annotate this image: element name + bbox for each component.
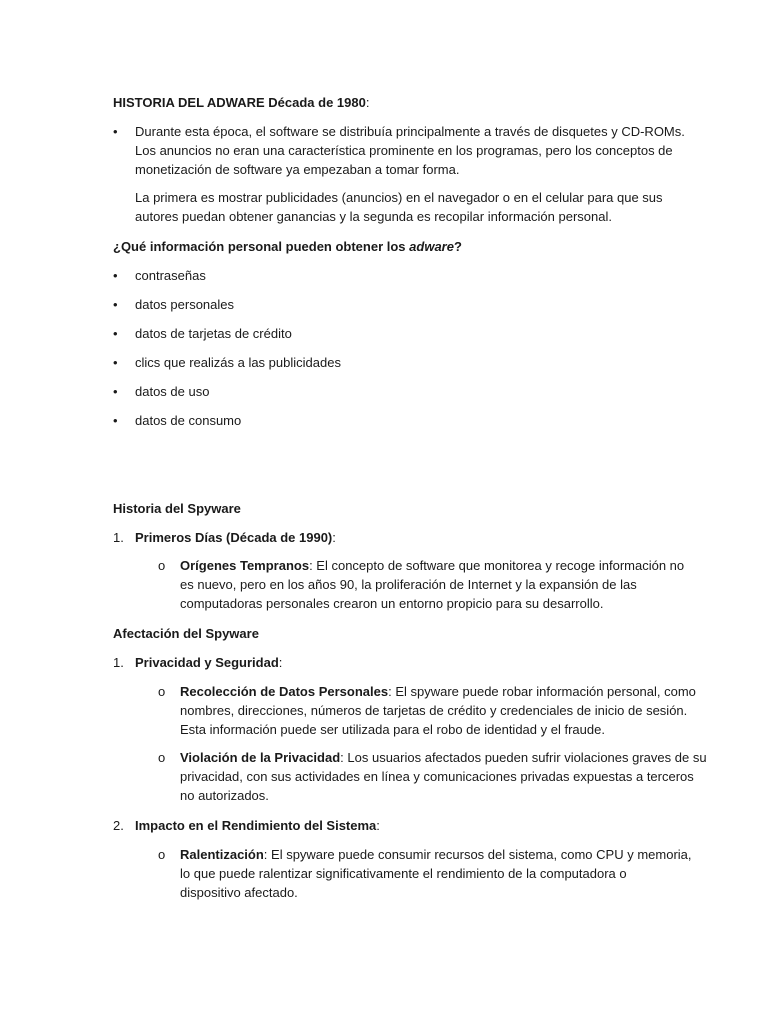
sub-text: : Los usuarios afectados pueden sufrir violaciones graves de su xyxy=(340,750,707,765)
spyware-history-item1 xyxy=(135,528,695,547)
question-emphasis: adware xyxy=(409,239,454,254)
effects-sub1-line2: nombres, direcciones, números de tarjetas de crédito y credenciales de inicio de sesión. xyxy=(180,703,688,718)
list-item: datos de consumo xyxy=(135,413,242,428)
sub-bullet-marker: o xyxy=(158,750,166,765)
adware-heading-text: HISTORIA DEL ADWARE Década de 1980 xyxy=(113,95,366,110)
sub1-line1 xyxy=(180,556,740,575)
list-number: 1. xyxy=(113,530,124,545)
sub-title: Recolección de Datos Personales xyxy=(180,684,389,699)
question-text: ¿Qué información personal pueden obtener los xyxy=(113,239,410,254)
bullet-marker: • xyxy=(113,297,118,312)
effects-sub3-line3: dispositivo afectado. xyxy=(180,885,298,900)
list-item: contraseñas xyxy=(135,268,206,283)
effects-sub2-line3: no autorizados. xyxy=(180,788,269,803)
effects-sub2-line1 xyxy=(180,748,740,767)
item-title: Impacto en el Rendimiento del Sistema xyxy=(135,818,377,833)
sub-text: : El spyware puede robar información personal, como xyxy=(388,684,696,699)
sub-text: : El spyware puede consumir recursos del sistema, como CPU y memoria, xyxy=(263,847,692,862)
bullet-marker: • xyxy=(113,413,118,428)
adware-p1-line1: Durante esta época, el software se distribuía principalmente a través de disquetes y CD-ROMs. xyxy=(135,124,685,139)
adware-p1-line3: monetización de software ya empezaban a tomar forma. xyxy=(135,162,460,177)
sub-bullet-marker: o xyxy=(158,847,166,862)
bullet-marker: • xyxy=(113,124,118,139)
list-item: datos personales xyxy=(135,297,235,312)
effects-sub3-line2: lo que puede ralentizar significativamente el rendimiento de la computadora o xyxy=(180,866,627,881)
item-title: Primeros Días (Década de 1990) xyxy=(135,530,333,545)
bullet-marker: • xyxy=(113,268,118,283)
list-item: datos de tarjetas de crédito xyxy=(135,326,292,341)
item-title: Privacidad y Seguridad xyxy=(135,655,279,670)
spyware-effects-item1 xyxy=(135,653,695,672)
list-number: 1. xyxy=(113,655,124,670)
sub-bullet-marker: o xyxy=(158,558,166,573)
list-item: datos de uso xyxy=(135,384,210,399)
spyware-effects-heading: Afectación del Spyware xyxy=(113,626,259,641)
sub1-line2: es nuevo, pero en los años 90, la proliferación de Internet y la expansión de las xyxy=(180,577,637,592)
adware-p2-line1: La primera es mostrar publicidades (anuncios) en el navegador o en el celular para que sus xyxy=(135,190,663,205)
adware-heading xyxy=(113,93,673,112)
sub-title: Ralentización xyxy=(180,847,264,862)
sub-bullet-marker: o xyxy=(158,684,166,699)
list-item: clics que realizás a las publicidades xyxy=(135,355,341,370)
spyware-history-heading: Historia del Spyware xyxy=(113,501,241,516)
sub-text: : El concepto de software que monitorea y recoge información no xyxy=(309,558,685,573)
effects-sub2-line2: privacidad, con sus actividades en línea y comunicaciones privadas expuestas a terceros xyxy=(180,769,694,784)
item-colon: : xyxy=(278,655,283,670)
bullet-marker: • xyxy=(113,326,118,341)
effects-sub3-line1 xyxy=(180,845,740,864)
list-number: 2. xyxy=(113,818,124,833)
sub-title: Violación de la Privacidad xyxy=(180,750,341,765)
effects-sub1-line1 xyxy=(180,682,740,701)
item-colon: : xyxy=(332,530,336,545)
bullet-marker: • xyxy=(113,384,118,399)
adware-p1-line2: Los anuncios no eran una característica prominente en los programas, pero los conceptos de xyxy=(135,143,673,158)
adware-question xyxy=(113,237,673,256)
sub-title: Orígenes Tempranos xyxy=(180,558,310,573)
adware-heading-colon: : xyxy=(365,95,370,110)
bullet-marker: • xyxy=(113,355,118,370)
question-mark: ? xyxy=(453,239,462,254)
spyware-effects-item2 xyxy=(135,816,695,835)
adware-p2-line2: autores puedan obtener ganancias y la segunda es recopilar información personal. xyxy=(135,209,612,224)
sub1-line3: computadoras personales crearon un entorno propicio para su desarrollo. xyxy=(180,596,604,611)
item-colon: : xyxy=(376,818,380,833)
effects-sub1-line3: Esta información puede ser utilizada para el robo de identidad y el fraude. xyxy=(180,722,605,737)
